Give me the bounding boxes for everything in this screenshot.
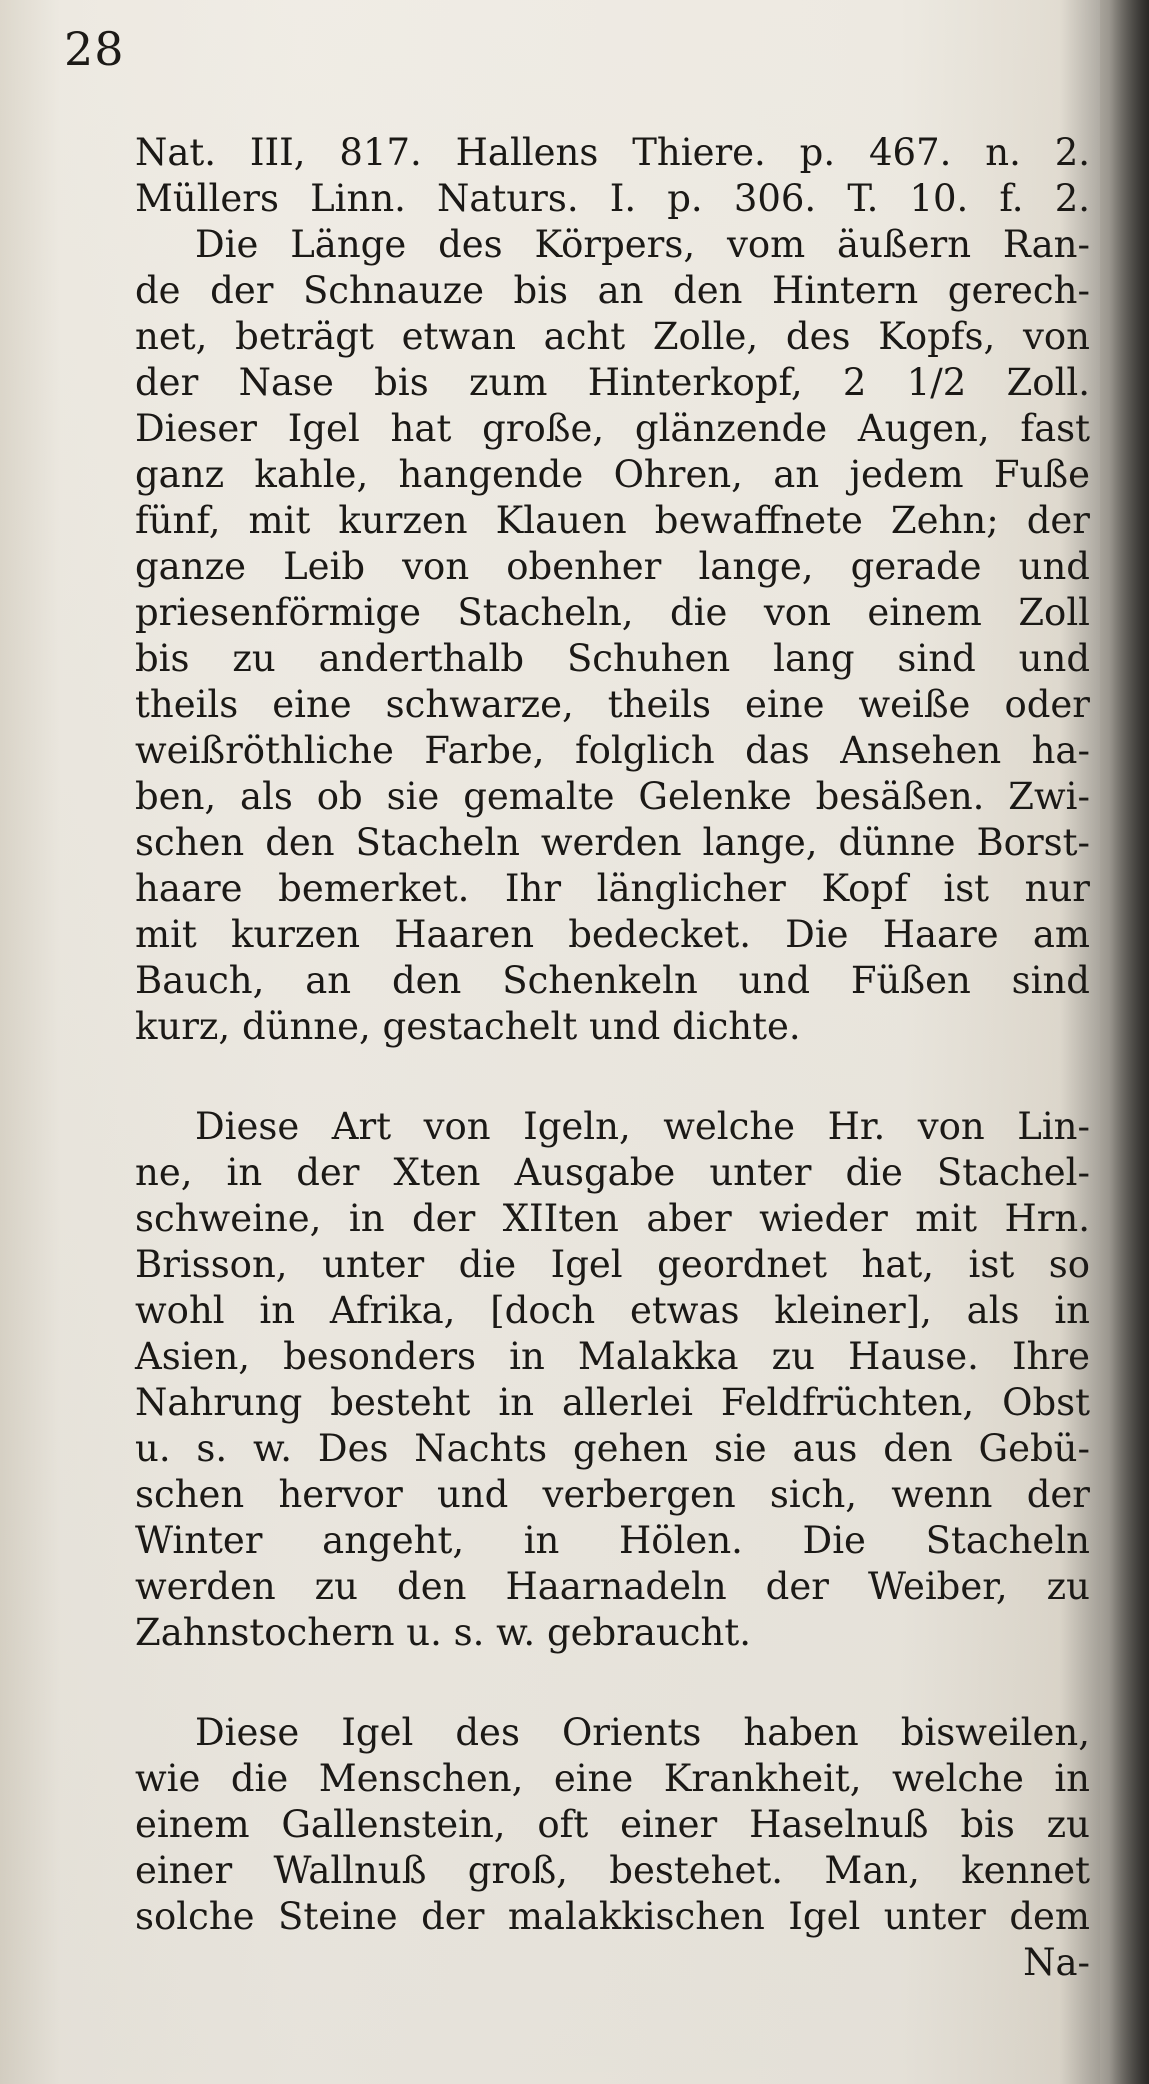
- text-line: ganz kahle, hangende Ohren, an jedem Fuße: [135, 453, 1090, 496]
- text-line: ganze Leib von obenher lange, gerade und: [135, 545, 1090, 588]
- text-line: der Nase bis zum Hinterkopf, 2 1/2 Zoll.: [135, 361, 1090, 404]
- page-number: 28: [64, 22, 125, 76]
- text-line: wie die Menschen, eine Krankheit, welche in: [135, 1757, 1090, 1800]
- text-line: werden zu den Haarnadeln der Weiber, zu: [135, 1565, 1090, 1608]
- page-edge-shadow: [1109, 0, 1149, 2084]
- text-line: einer Wallnuß groß, bestehet. Man, kennet: [135, 1849, 1090, 1892]
- text-line: schen hervor und verbergen sich, wenn der: [135, 1473, 1090, 1516]
- text-line: bis zu anderthalb Schuhen lang sind und: [135, 637, 1090, 680]
- catchword: Na-: [1023, 1941, 1090, 1984]
- text-line: Winter angeht, in Hölen. Die Stacheln: [135, 1519, 1090, 1562]
- text-line: Dieser Igel hat große, glänzende Augen, fast: [135, 407, 1090, 450]
- text-line: weißröthliche Farbe, folglich das Ansehen ha-: [135, 729, 1090, 772]
- text-line: priesenförmige Stacheln, die von einem Zoll: [135, 591, 1090, 634]
- text-line: Diese Art von Igeln, welche Hr. von Lin-: [195, 1105, 1090, 1148]
- text-line: Bauch, an den Schenkeln und Füßen sind: [135, 959, 1090, 1002]
- text-line: net, beträgt etwan acht Zolle, des Kopfs, von: [135, 315, 1090, 358]
- text-line: mit kurzen Haaren bedecket. Die Haare am: [135, 913, 1090, 956]
- text-line: einem Gallenstein, oft einer Haselnuß bis zu: [135, 1803, 1090, 1846]
- text-line: Asien, besonders in Malakka zu Hause. Ihre: [135, 1335, 1090, 1378]
- text-line: Müllers Linn. Naturs. I. p. 306. T. 10. f. 2.: [135, 177, 1090, 220]
- text-line: u. s. w. Des Nachts gehen sie aus den Gebü-: [135, 1427, 1090, 1470]
- text-line: Brisson, unter die Igel geordnet hat, ist so: [135, 1243, 1090, 1286]
- text-line: Nahrung besteht in allerlei Feldfrüchten, Obst: [135, 1381, 1090, 1424]
- text-line: Diese Igel des Orients haben bisweilen,: [195, 1711, 1090, 1754]
- text-line: kurz, dünne, gestachelt und dichte.: [135, 1005, 801, 1048]
- text-line: schen den Stacheln werden lange, dünne Borst-: [135, 821, 1090, 864]
- text-line: Die Länge des Körpers, vom äußern Ran-: [195, 223, 1090, 266]
- text-line: fünf, mit kurzen Klauen bewaffnete Zehn; der: [135, 499, 1090, 542]
- text-line: wohl in Afrika, [doch etwas kleiner], als in: [135, 1289, 1090, 1332]
- text-line: schweine, in der XIIten aber wieder mit Hrn.: [135, 1197, 1090, 1240]
- body-text: [135, 130, 1090, 1986]
- text-line: haare bemerket. Ihr länglicher Kopf ist nur: [135, 867, 1090, 910]
- text-line: ben, als ob sie gemalte Gelenke besäßen. Zwi-: [135, 775, 1090, 818]
- text-line: ne, in der Xten Ausgabe unter die Stachel-: [135, 1151, 1090, 1194]
- text-line: Nat. III, 817. Hallens Thiere. p. 467. n. 2.: [135, 131, 1090, 174]
- text-line: theils eine schwarze, theils eine weiße oder: [135, 683, 1090, 726]
- text-line: solche Steine der malakkischen Igel unter dem: [135, 1895, 1090, 1938]
- text-line: de der Schnauze bis an den Hintern gerech-: [135, 269, 1090, 312]
- text-line: Zahnstochern u. s. w. gebraucht.: [135, 1611, 751, 1654]
